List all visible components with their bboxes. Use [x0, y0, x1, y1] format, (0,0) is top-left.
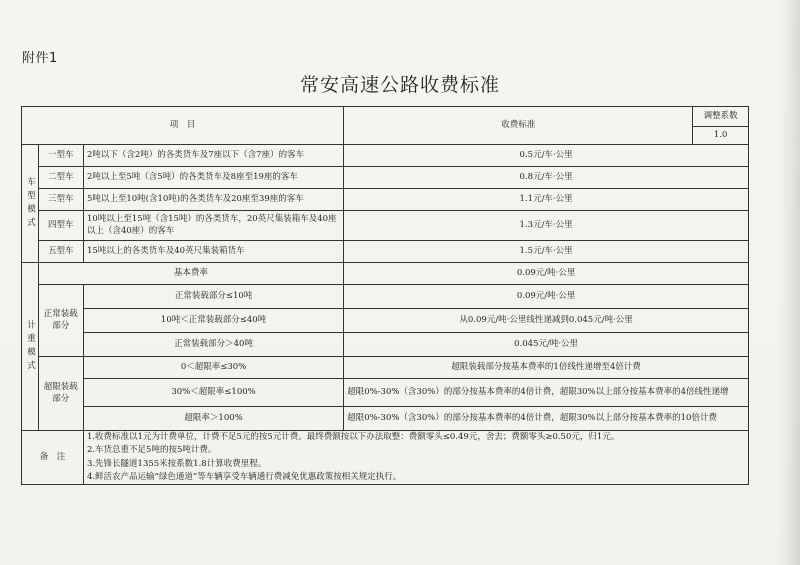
normal-cond: 10吨＜正常装载部分≤40吨: [83, 309, 343, 333]
vehicle-desc: 2吨以上至5吨（含5吨）的各类货车及8座至19座的客车: [83, 167, 343, 189]
vehicle-type: 五型车: [38, 241, 83, 263]
vehicle-fee: 1.3元/车·公里: [344, 211, 749, 241]
vehicle-type: 一型车: [38, 145, 83, 167]
vehicle-fee: 1.5元/车·公里: [344, 241, 749, 263]
table-row: [22, 407, 749, 431]
remark-line: 1.收费标准以1元为计费单位，计费不足5元的按5元计费。最终费额按以下办法取整：费额零头≤0.49元，舍去；费额零头≥0.50元，归1元。: [86, 432, 620, 443]
header-item: 项 目: [22, 107, 344, 145]
table-row: [22, 145, 749, 167]
vehicle-fee: 0.5元/车·公里: [344, 145, 749, 167]
attachment-label: 附件1: [22, 51, 58, 66]
table-row: [22, 211, 749, 241]
base-rate-fee: 0.09元/吨·公里: [344, 263, 749, 285]
remarks-cell: [83, 431, 748, 485]
table-row: [22, 357, 749, 379]
table-row: [22, 263, 749, 285]
over-fee: 超限装载部分按基本费率的1倍线性递增至4倍计费: [344, 357, 749, 379]
vehicle-type: 三型车: [38, 189, 83, 211]
vehicle-fee: 1.1元/车·公里: [344, 189, 749, 211]
vehicle-desc: 5吨以上至10吨(含10吨)的各类货车及20座至39座的客车: [83, 189, 343, 211]
table-row: [22, 285, 749, 309]
over-fee: 超限0%-30%（含30%）的部分按基本费率的4倍计费，超限30%以上部分按基本费率的4倍线性递增: [344, 379, 749, 407]
table-row: [22, 241, 749, 263]
remark-line: 3.先锋长隧道1355米按系数1.8计算收费里程。: [86, 458, 267, 469]
over-fee: 超限0%-30%（含30%）的部分按基本费率的4倍计费，超限30%以上部分按基本费率的10倍计费: [344, 407, 749, 431]
page-title: 常安高速公路收费标准: [299, 74, 500, 96]
normal-group-label: 正常装载部分: [38, 285, 83, 357]
over-cond: 超限率＞100%: [83, 407, 343, 431]
header-adjust: 调整系数: [693, 107, 749, 127]
over-cond: 30%＜超限率≤100%: [83, 379, 343, 407]
vehicle-desc: 15吨以上的各类货车及40英尺集装箱货车: [83, 241, 343, 263]
table-row: [22, 379, 749, 407]
normal-cond: 正常装载部分≤10吨: [83, 285, 343, 309]
adjust-value: 1.0: [693, 127, 749, 145]
normal-cond: 正常装载部分＞40吨: [83, 333, 343, 357]
vehicle-group-label: 车型模式: [22, 145, 39, 263]
table-row: [22, 309, 749, 333]
remark-line: 2.车货总重不足5吨的按5吨计费。: [86, 445, 217, 456]
vehicle-type: 四型车: [38, 211, 83, 241]
vehicle-desc: 2吨以下（含2吨）的各类货车及7座以下（含7座）的客车: [83, 145, 343, 167]
vehicle-desc: 10吨以上至15吨（含15吨）的各类货车，20英尺集装箱车及40座以上（含40座）的客车: [83, 211, 343, 241]
normal-fee: 从0.09元/吨·公里线性递减到0.045元/吨·公里: [344, 309, 749, 333]
vehicle-fee: 0.8元/车·公里: [344, 167, 749, 189]
remarks-label: 备 注: [22, 431, 84, 485]
table-row: [22, 189, 749, 211]
normal-fee: 0.045元/吨·公里: [344, 333, 749, 357]
base-rate-label: 基本费率: [38, 263, 344, 285]
toll-standard-table: [21, 106, 749, 485]
table-row: [22, 431, 749, 485]
table-row: [22, 333, 749, 357]
remark-line: 4.鲜活农产品运输“绿色通道”等车辆享受车辆通行费减免优惠政策按相关规定执行。: [86, 471, 402, 482]
table-row: [22, 167, 749, 189]
over-cond: 0＜超限率≤30%: [83, 357, 343, 379]
weight-group-label: 计重模式: [22, 263, 39, 431]
vehicle-type: 二型车: [38, 167, 83, 189]
normal-fee: 0.09元/吨·公里: [344, 285, 749, 309]
over-group-label: 超限装载部分: [38, 357, 83, 431]
header-fee: 收费标准: [344, 107, 693, 145]
